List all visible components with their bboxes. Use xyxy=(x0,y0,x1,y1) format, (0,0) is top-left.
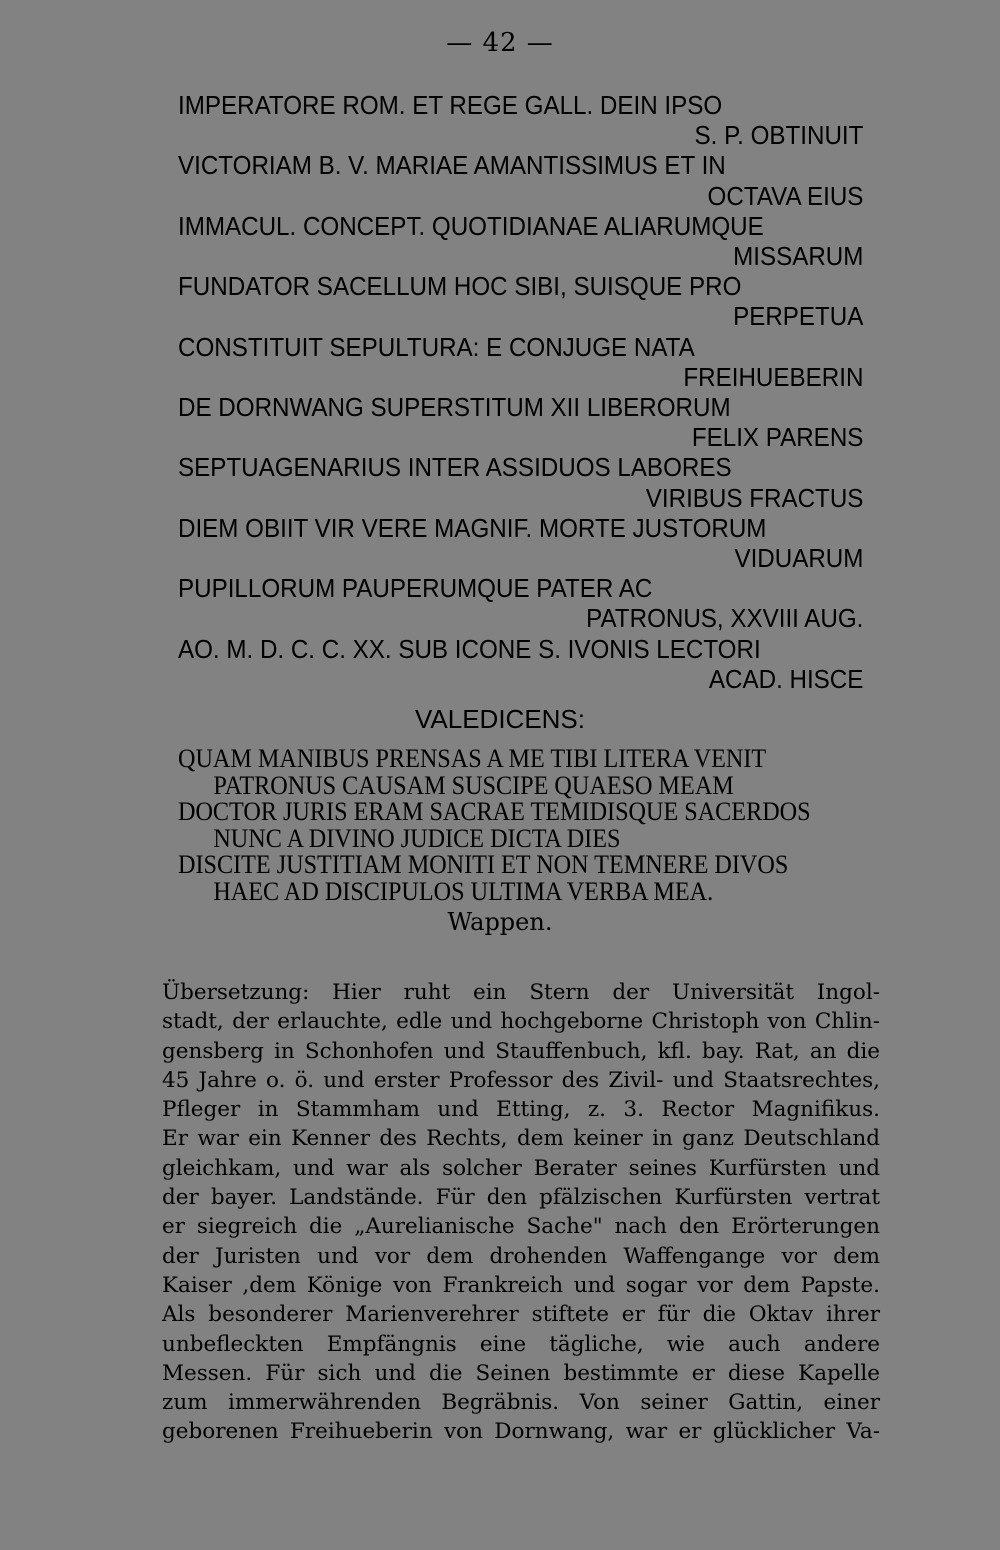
translation-line: geborenen Freihueberin von Dornwang, war er glücklicher Va- xyxy=(162,1419,880,1445)
valedicens-heading: VALEDICENS: xyxy=(414,704,585,734)
inscription-line: FREIHUEBERIN xyxy=(683,361,864,392)
inscription-line: VIDUARUM xyxy=(734,543,864,574)
latin-inscription xyxy=(178,90,863,694)
translation-line: Kaiser ,dem Könige von Frankreich und sogar vor dem Papste. xyxy=(162,1272,880,1298)
wappen-caption: Wappen. xyxy=(447,908,553,936)
translation-line: er siegreich die „Aurelianische Sache" nach den Erörterungen xyxy=(162,1214,880,1240)
translation-line: Pfleger in Stammham und Etting, z. 3. Rector Magnifikus. xyxy=(162,1097,880,1123)
inscription-line: SEPTUAGENARIUS INTER ASSIDUOS LABORES xyxy=(178,452,732,483)
inscription-line: IMMACUL. CONCEPT. QUOTIDIANAE ALIARUMQUE xyxy=(178,210,764,241)
inscription-line: VIRIBUS FRACTUS xyxy=(645,482,864,513)
inscription-line: PATRONUS, XXVIII AUG. xyxy=(586,603,864,634)
poem-line: NUNC A DIVINO JUDICE DICTA DIES xyxy=(213,823,621,853)
page-number: — 42 — xyxy=(446,28,554,58)
translation-line: Übersetzung: Hier ruht ein Stern der Universität Ingol- xyxy=(162,980,880,1005)
latin-poem xyxy=(178,746,866,906)
inscription-line: ACAD. HISCE xyxy=(708,663,864,694)
translation-line: Messen. Für sich und die Seinen bestimmte er diese Kapelle xyxy=(162,1360,880,1386)
poem-line: PATRONUS CAUSAM SUSCIPE QUAESO MEAM xyxy=(213,770,734,800)
inscription-line: VICTORIAM B. V. MARIAE AMANTISSIMUS ET IN xyxy=(178,150,726,181)
translation-line: Er war ein Kenner des Rechts, dem keiner in ganz Deutschland xyxy=(162,1126,880,1152)
translation-line: der bayer. Landstände. Für den pfälzischen Kurfürsten vertrat xyxy=(162,1185,880,1211)
inscription-line: OCTAVA EIUS xyxy=(707,180,864,211)
inscription-line: AO. M. D. C. C. XX. SUB ICONE S. IVONIS LECTORI xyxy=(178,633,761,664)
translation-line: gensberg in Schonhofen und Stauffenbuch, kfl. bay. Rat, an die xyxy=(162,1038,880,1064)
poem-line: DISCITE JUSTITIAM MONITI ET NON TEMNERE DIVOS xyxy=(178,850,789,880)
inscription-line: DIEM OBIIT VIR VERE MAGNIF. MORTE JUSTORUM xyxy=(178,512,767,543)
translation-line: zum immerwährenden Begräbnis. Von seiner Gattin, einer xyxy=(162,1390,880,1416)
inscription-line: S. P. OBTINUIT xyxy=(694,120,864,151)
inscription-line: FELIX PARENS xyxy=(691,422,864,453)
inscription-line: PUPILLORUM PAUPERUMQUE PATER AC xyxy=(178,573,653,604)
german-translation xyxy=(162,978,880,1447)
inscription-line: CONSTITUIT SEPULTURA: E CONJUGE NATA xyxy=(178,331,695,362)
translation-line: gleichkam, und war als solcher Berater seines Kurfürsten und xyxy=(162,1155,880,1181)
inscription-line: IMPERATORE ROM. ET REGE GALL. DEIN IPSO xyxy=(178,90,723,120)
inscription-line: PERPETUA xyxy=(733,301,864,332)
poem-line: HAEC AD DISCIPULOS ULTIMA VERBA MEA. xyxy=(213,876,714,906)
translation-line: Als besonderer Marienverehrer stiftete er für die Oktav ihrer xyxy=(162,1302,880,1328)
poem-line: DOCTOR JURIS ERAM SACRAE TEMIDISQUE SACERDOS xyxy=(178,797,811,827)
translation-line: 45 Jahre o. ö. und erster Professor des Zivil- und Staatsrechtes, xyxy=(162,1067,880,1093)
inscription-line: MISSARUM xyxy=(733,241,864,272)
inscription-line: FUNDATOR SACELLUM HOC SIBI, SUISQUE PRO xyxy=(178,271,742,302)
translation-line: unbefleckten Empfängnis eine tägliche, wie auch andere xyxy=(162,1331,880,1357)
inscription-line: DE DORNWANG SUPERSTITUM XII LIBERORUM xyxy=(178,392,731,423)
translation-line: der Juristen und vor dem drohenden Waffengange vor dem xyxy=(162,1243,880,1269)
translation-line: stadt, der erlauchte, edle und hochgeborne Christoph von Chlin- xyxy=(162,1009,880,1035)
poem-line: QUAM MANIBUS PRENSAS A ME TIBI LITERA VENIT xyxy=(178,744,767,773)
